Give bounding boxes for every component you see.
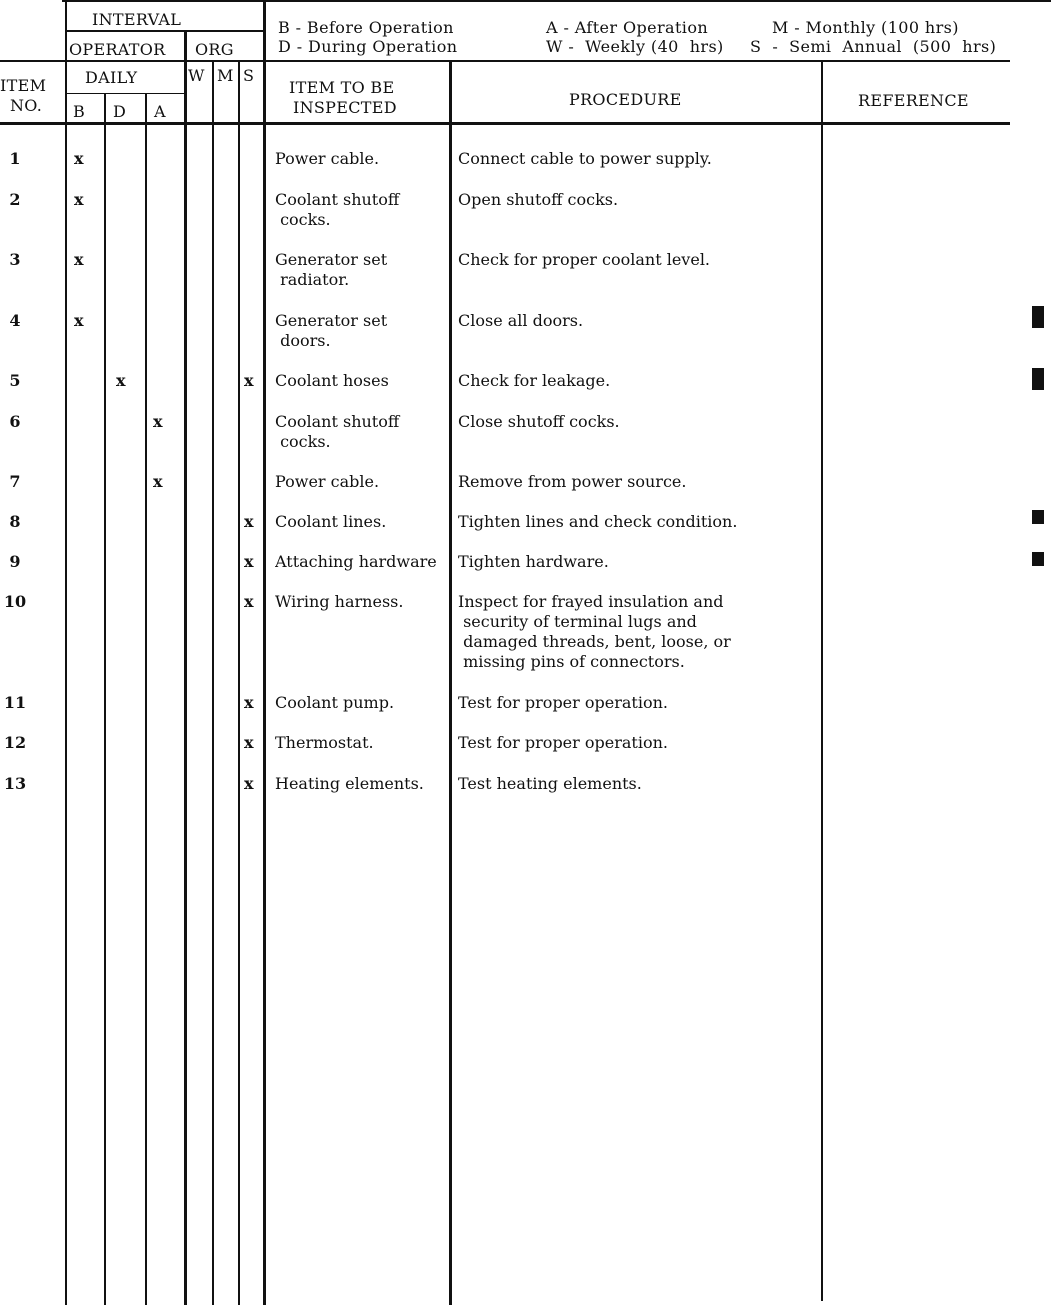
header-mid-rule	[0, 60, 1010, 62]
item-inspected: Heating elements.	[275, 774, 424, 793]
item-number: 5	[9, 371, 21, 390]
item-number: 2	[9, 190, 21, 209]
vline-b-d	[104, 94, 106, 1305]
daily-heading: DAILY	[85, 68, 138, 87]
item-inspected-heading-line2: INSPECTED	[293, 98, 397, 117]
mark-s: x	[244, 733, 254, 752]
item-number: 6	[9, 412, 21, 431]
item-inspected: Coolant hoses	[275, 371, 389, 390]
interval-heading: INTERVAL	[92, 10, 182, 29]
change-bar	[1032, 552, 1044, 566]
item-no-heading-line1: ITEM	[0, 76, 47, 95]
procedure-heading: PROCEDURE	[569, 90, 682, 109]
item-number: 11	[3, 693, 27, 712]
mark-s: x	[244, 552, 254, 571]
procedure-text: Test heating elements.	[458, 774, 642, 793]
mark-b: x	[74, 190, 84, 209]
vline-d-a	[145, 94, 147, 1305]
item-number: 4	[9, 311, 21, 330]
vline-daily-w	[184, 30, 187, 1305]
procedure-text: Close all doors.	[458, 311, 584, 330]
item-inspected: Coolant shutoff cocks.	[275, 412, 400, 451]
mark-s: x	[244, 371, 254, 390]
vline-procedure-reference	[821, 61, 823, 1301]
change-bar	[1032, 368, 1044, 390]
org-heading: ORG	[195, 40, 234, 59]
vline-item-procedure	[449, 61, 452, 1305]
item-number: 7	[9, 472, 21, 491]
vline-interval-item	[263, 0, 266, 1305]
item-inspected: Power cable.	[275, 149, 380, 168]
procedure-text: Check for leakage.	[458, 371, 611, 390]
mark-a: x	[153, 412, 163, 431]
operator-heading: OPERATOR	[69, 40, 166, 59]
col-s-heading: S	[243, 66, 255, 85]
item-number: 1	[9, 149, 21, 168]
interval-underline	[66, 30, 264, 32]
procedure-text: Close shutoff cocks.	[458, 412, 620, 431]
procedure-text: Tighten hardware.	[458, 552, 609, 571]
col-m-heading: M	[217, 66, 234, 85]
item-inspected: Coolant shutoff cocks.	[275, 190, 400, 229]
col-a-heading: A	[154, 102, 166, 121]
item-inspected: Generator set doors.	[275, 311, 388, 350]
item-inspected: Coolant lines.	[275, 512, 387, 531]
top-rule	[62, 0, 1051, 2]
procedure-text: Test for proper operation.	[458, 693, 668, 712]
legend-during-operation: D - During Operation	[278, 37, 458, 56]
mark-b: x	[74, 311, 84, 330]
item-number: 9	[9, 552, 21, 571]
procedure-text: Inspect for frayed insulation and security of terminal lugs and damaged threads, bent, loose, or missing pins of connectors.	[458, 592, 731, 671]
item-inspected: Attaching hardware	[275, 552, 437, 571]
legend-after-operation: A - After Operation	[546, 18, 709, 37]
procedure-text: Check for proper coolant level.	[458, 250, 711, 269]
col-d-heading: D	[113, 102, 127, 121]
item-number: 8	[9, 512, 21, 531]
vline-item-no	[65, 0, 67, 1305]
legend-semi-annual: S - Semi Annual (500 hrs)	[750, 37, 997, 56]
item-inspected-heading-line1: ITEM TO BE	[289, 78, 395, 97]
procedure-text: Connect cable to power supply.	[458, 149, 712, 168]
item-number: 12	[3, 733, 27, 752]
procedure-text: Test for proper operation.	[458, 733, 668, 752]
mark-b: x	[74, 250, 84, 269]
legend-before-operation: B - Before Operation	[278, 18, 454, 37]
item-number: 13	[3, 774, 27, 793]
item-inspected: Thermostat.	[275, 733, 374, 752]
change-bar	[1032, 510, 1044, 524]
item-inspected: Power cable.	[275, 472, 380, 491]
legend-monthly: M - Monthly (100 hrs)	[772, 18, 959, 37]
item-number: 3	[9, 250, 21, 269]
item-inspected: Generator set radiator.	[275, 250, 388, 289]
mark-a: x	[153, 472, 163, 491]
procedure-text: Tighten lines and check condition.	[458, 512, 738, 531]
mark-s: x	[244, 592, 254, 611]
mark-s: x	[244, 774, 254, 793]
col-b-heading: B	[73, 102, 86, 121]
procedure-text: Remove from power source.	[458, 472, 687, 491]
procedure-text: Open shutoff cocks.	[458, 190, 619, 209]
col-w-heading: W	[188, 66, 205, 85]
legend-weekly: W - Weekly (40 hrs)	[546, 37, 724, 56]
daily-underline	[66, 93, 184, 94]
mark-b: x	[74, 149, 84, 168]
change-bar	[1032, 306, 1044, 328]
mark-d: x	[116, 371, 126, 390]
item-inspected: Wiring harness.	[275, 592, 404, 611]
item-number: 10	[3, 592, 27, 611]
vline-m-s	[238, 61, 240, 1305]
mark-s: x	[244, 512, 254, 531]
item-no-heading-line2: NO.	[10, 96, 43, 115]
reference-heading: REFERENCE	[858, 91, 969, 110]
mark-s: x	[244, 693, 254, 712]
item-inspected: Coolant pump.	[275, 693, 395, 712]
header-bottom-rule	[0, 122, 1010, 125]
vline-w-m	[212, 61, 214, 1305]
